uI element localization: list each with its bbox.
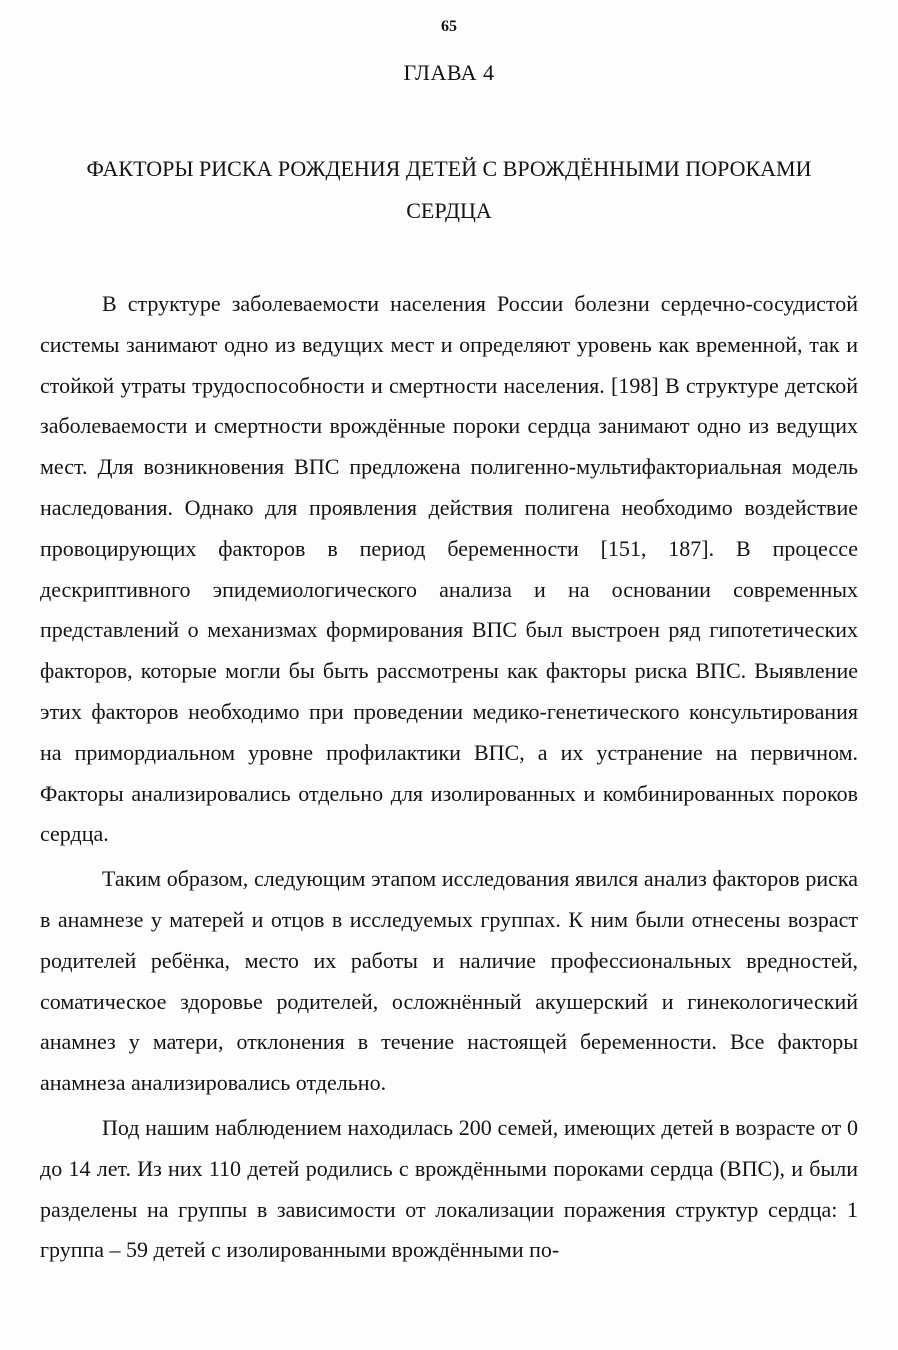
body-text — [40, 284, 858, 1271]
chapter-label: ГЛАВА 4 — [403, 60, 495, 85]
chapter-title — [40, 148, 858, 232]
chapter-title-line: ФАКТОРЫ РИСКА РОЖДЕНИЯ ДЕТЕЙ С ВРОЖДЁННЫМИ ПОРОКАМИ — [86, 156, 812, 181]
page-number: 65 — [441, 18, 457, 35]
paragraph: Под нашим наблюдением находилась 200 семей, имеющих детей в возрасте от 0 до 14 лет. Из них 110 детей родились с врождёнными пороками сердца (ВПС), и были разделены на группы в зависимости от локализации поражения структур сердца: 1 группа – 59 детей с изолированными врождёнными по- — [40, 1114, 858, 1263]
paragraph: В структуре заболеваемости населения России болезни сердечно-сосудистой системы занимают одно из ведущих мест и определяют уровень как временной, так и стойкой утраты трудоспособности и смертности населения. [198] В структуре детской заболеваемости и смертности врождённые пороки сердца занимают одно из ведущих мест. Для возникновения ВПС предложена полигенно-мультифакториальная модель наследования. Однако для проявления действия полигена необходимо воздействие провоцирующих факторов в период беременности [151, 187]. В процессе дескриптивного эпидемиологического анализа и на основании современных представлений о механизмах формирования ВПС был выстроен ряд гипотетических факторов, которые могли бы быть рассмотрены как факторы риска ВПС. Выявление этих факторов необходимо при проведении медико-генетического консультирования на примордиальном уровне профилактики ВПС, а их устранение на первичном. Факторы анализировались отдельно для изолированных и комбинированных пороков сердца. — [40, 291, 858, 847]
chapter-title-line: СЕРДЦА — [406, 198, 492, 223]
paragraph: Таким образом, следующим этапом исследования явился анализ факторов риска в анамнезе у матерей и отцов в исследуемых группах. К ним были отнесены возраст родителей ребёнка, место их работы и наличие профессиональных вредностей, соматическое здоровье родителей, осложнённый акушерский и гинекологический анамнез у матери, отклонения в течение настоящей беременности. Все факторы анамнеза анализировались отдельно. — [40, 866, 858, 1096]
